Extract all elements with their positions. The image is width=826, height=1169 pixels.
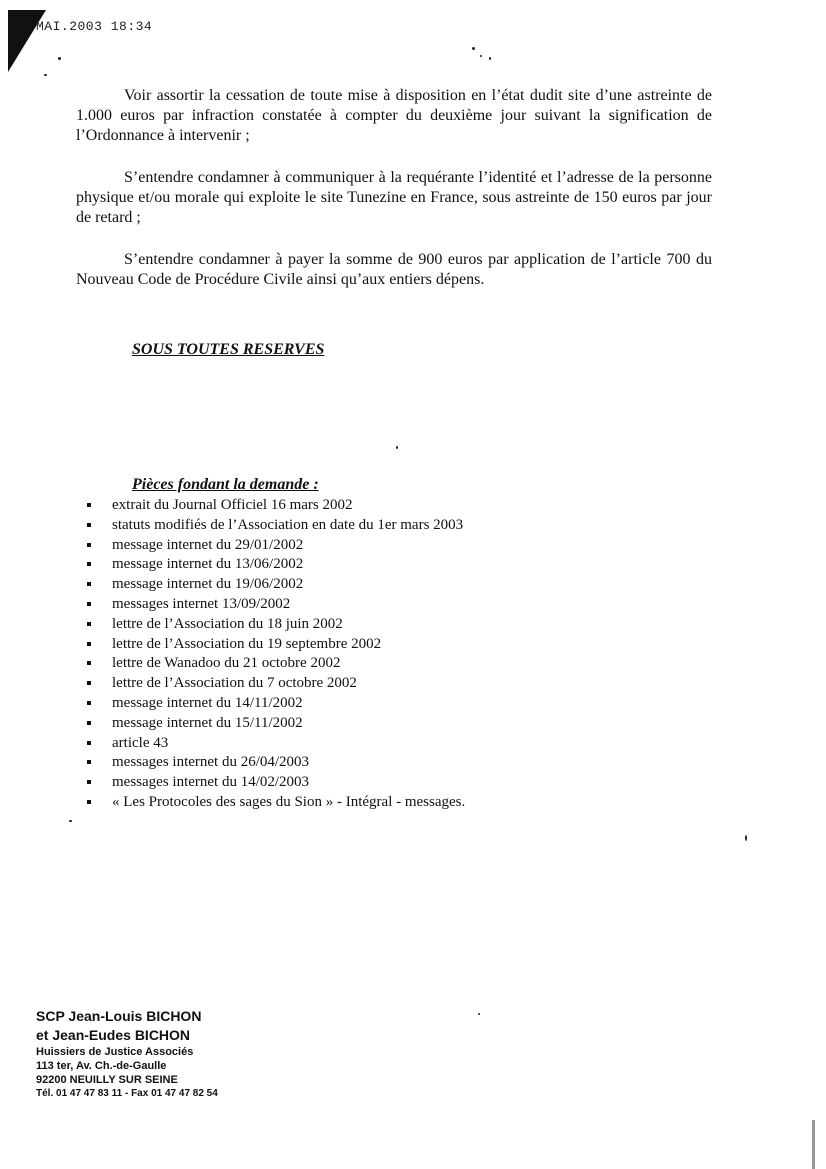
piece-label: lettre de l’Association du 19 septembre 2002 — [112, 635, 382, 652]
pieces-list — [82, 495, 465, 812]
stamp-firm-line-2: et Jean-Eudes BICHON — [36, 1027, 191, 1043]
piece-label: message internet du 29/01/2002 — [112, 536, 304, 553]
reserves-heading: SOUS TOUTES RESERVES — [132, 341, 325, 358]
piece-label: lettre de l’Association du 7 octobre 2002 — [112, 675, 357, 692]
bullet-icon — [87, 602, 91, 606]
bullet-icon — [87, 582, 91, 586]
bullet-icon — [87, 543, 91, 547]
list-item — [82, 594, 465, 614]
list-item — [82, 752, 465, 772]
piece-label: messages internet 13/09/2002 — [112, 595, 291, 612]
scan-speck — [489, 57, 491, 60]
bullet-icon — [87, 642, 91, 646]
bullet-icon — [87, 760, 91, 764]
piece-label: lettre de Wanadoo du 21 octobre 2002 — [112, 655, 341, 672]
bullet-icon — [87, 503, 91, 507]
list-item — [82, 733, 465, 753]
piece-label: message internet du 13/06/2002 — [112, 556, 304, 573]
fax-header — [8, 10, 198, 80]
stamp-profession: Huissiers de Justice Associés — [36, 1046, 194, 1058]
piece-label: messages internet du 14/02/2003 — [112, 774, 310, 791]
piece-label: lettre de l’Association du 18 juin 2002 — [112, 615, 343, 632]
pieces-heading: Pièces fondant la demande : — [132, 476, 319, 493]
paragraph-article-700: S’entendre condamner à payer la somme de 900 euros par application de l’article 700 du Nouveau Code de Procédure Civile ainsi qu’aux entiers dépens. — [76, 251, 712, 288]
piece-label: message internet du 14/11/2002 — [112, 694, 303, 711]
piece-label: article 43 — [112, 734, 169, 751]
stamp-address: 113 ter, Av. Ch.-de-Gaulle — [36, 1060, 167, 1072]
list-item — [82, 535, 465, 555]
stamp-phone-fax: Tél. 01 47 47 83 11 - Fax 01 47 47 82 54 — [36, 1088, 218, 1099]
list-item — [82, 653, 465, 673]
bailiff-stamp — [36, 1007, 236, 1101]
bullet-icon — [87, 780, 91, 784]
bullet-icon — [87, 741, 91, 745]
scan-speck — [69, 820, 72, 822]
piece-label: message internet du 15/11/2002 — [112, 714, 303, 731]
bullet-icon — [87, 622, 91, 626]
list-item — [82, 515, 465, 535]
list-item — [82, 693, 465, 713]
piece-label: message internet du 19/06/2002 — [112, 576, 304, 593]
list-item — [82, 554, 465, 574]
bullet-icon — [87, 701, 91, 705]
stamp-firm-line-1: SCP Jean-Louis BICHON — [36, 1008, 202, 1024]
fax-timestamp: MAI.2003 18:34 — [36, 19, 153, 34]
scan-speck — [478, 1013, 480, 1015]
list-item — [82, 792, 465, 812]
stamp-city: 92200 NEUILLY SUR SEINE — [36, 1074, 178, 1086]
bullet-icon — [87, 661, 91, 665]
bullet-icon — [87, 681, 91, 685]
bullet-icon — [87, 562, 91, 566]
bullet-icon — [87, 721, 91, 725]
piece-label: statuts modifiés de l’Association en date du 1er mars 2003 — [112, 516, 464, 533]
paragraph-astreinte: Voir assortir la cessation de toute mise à disposition en l’état dudit site d’une astreinte de 1.000 euros par infraction constatée à compter du deuxième jour suivant la signification de l’Ordonnance à intervenir ; — [76, 87, 712, 144]
list-item — [82, 634, 465, 654]
list-item — [82, 673, 465, 693]
paragraph-identite: S’entendre condamner à communiquer à la requérante l’identité et l’adresse de la personne physique et/ou morale qui exploite le site Tunezine en France, sous astreinte de 150 euros par jour de retard ; — [76, 169, 712, 226]
list-item — [82, 772, 465, 792]
piece-label: extrait du Journal Officiel 16 mars 2002 — [112, 497, 353, 513]
bullet-icon — [87, 800, 91, 804]
scan-speck — [472, 47, 475, 50]
bullet-icon — [87, 523, 91, 527]
scan-speck — [58, 57, 61, 60]
scan-speck — [480, 55, 482, 57]
scan-edge-mark — [812, 1120, 815, 1169]
piece-label: « Les Protocoles des sages du Sion » - Intégral - messages. — [112, 793, 466, 810]
scan-speck — [745, 835, 747, 841]
list-item — [82, 574, 465, 594]
list-item — [82, 614, 465, 634]
request-paragraphs — [76, 86, 712, 312]
scan-speck — [44, 74, 47, 76]
scan-speck — [396, 446, 398, 449]
list-item — [82, 495, 465, 515]
piece-label: messages internet du 26/04/2003 — [112, 754, 310, 771]
list-item — [82, 713, 465, 733]
